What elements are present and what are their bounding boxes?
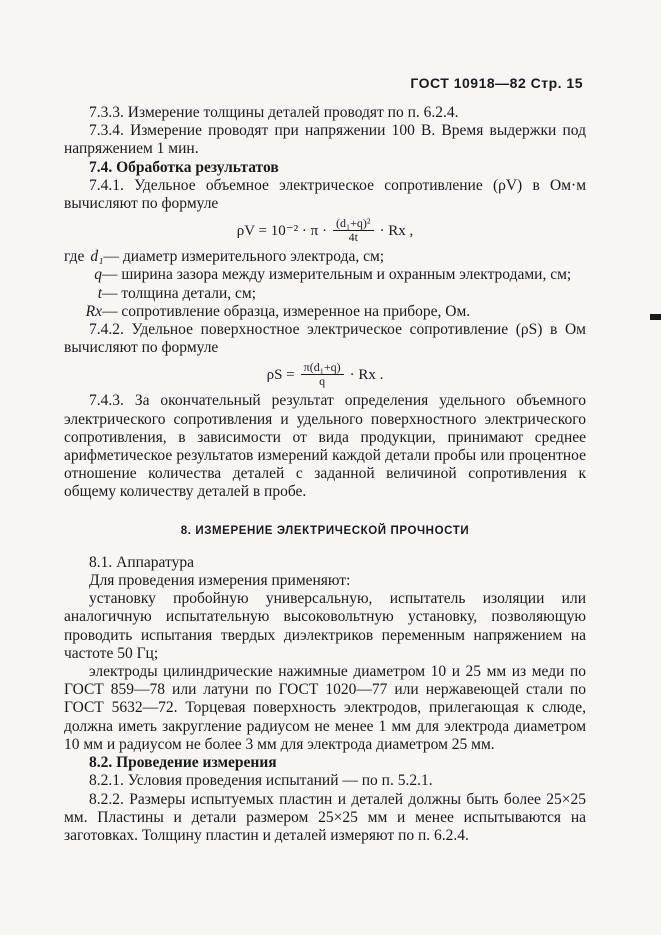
definition-text-t: — толщина детали, см; bbox=[102, 284, 257, 302]
para-8-1-electrodes: электроды цилиндрические нажимные диаметром 10 и 25 мм из меди по ГОСТ 859—78 или латуни по ГОСТ 1020—77 или нержавеющей стали по ГОСТ 5632—72. Торцевая поверхность электродов, прилегающая к слюде, должна иметь закругление радиусом не менее 1 мм для электрода диаметром 10 мм и радиусом не более 3 мм для электрода диаметром 25 мм. bbox=[64, 663, 586, 753]
symbol-rx: Rx bbox=[85, 302, 102, 320]
symbol-d1: d₁ bbox=[90, 248, 104, 266]
definition-t bbox=[64, 285, 586, 303]
formula2-fraction bbox=[301, 361, 344, 388]
formula2-right: · Rx . bbox=[349, 366, 384, 383]
formula2-left: ρS = bbox=[266, 366, 295, 383]
formula1-fraction bbox=[333, 217, 374, 244]
para-7-3-3: 7.3.3. Измерение толщины деталей проводят по п. 6.2.4. bbox=[89, 104, 459, 121]
definition-q bbox=[64, 266, 586, 284]
symbol-q: q bbox=[94, 266, 102, 284]
para-7-4-1: 7.4.1. Удельное объемное электрическое сопротивление (ρV) в Ом·м вычисляют по формуле bbox=[64, 176, 586, 213]
symbol-t: t bbox=[97, 284, 102, 302]
para-7-3-4: 7.3.4. Измерение проводят при напряжении 100 В. Время выдержки под напряжением 1 мин. bbox=[64, 122, 586, 158]
para-8-2-1: 8.2.1. Условия проведения испытаний — по п. 5.2.1. bbox=[89, 772, 433, 790]
heading-8-2: 8.2. Проведение измерения bbox=[89, 754, 277, 772]
formula2-numerator: π(d₁+q) bbox=[301, 361, 344, 375]
formula1-denominator: 4t bbox=[348, 230, 358, 245]
definitions-list bbox=[64, 248, 586, 321]
document-body bbox=[64, 104, 586, 845]
para-8-1-installation: установку пробойную универсальную, испытатель изоляции или аналогичную испытательную высоковольтную установку, позволяющую проводить испытания твердых диэлектриков переменным напряжением на частоте 50 Гц; bbox=[64, 590, 586, 662]
formula-surface-resistivity bbox=[64, 361, 586, 388]
definition-rx bbox=[64, 303, 586, 321]
section-8-title: 8. ИЗМЕРЕНИЕ ЭЛЕКТРИЧЕСКОЙ ПРОЧНОСТИ bbox=[180, 524, 470, 537]
para-7-4-2: 7.4.2. Удельное поверхностное электрическое сопротивление (ρS) в Ом вычисляют по формуле bbox=[64, 321, 586, 357]
definition-d1 bbox=[64, 248, 586, 266]
definition-text-d1: — диаметр измерительного электрода, см; bbox=[103, 248, 385, 266]
where-label: где bbox=[64, 248, 85, 266]
formula2-denominator: q bbox=[319, 374, 326, 389]
para-8-1-intro: Для проведения измерения применяют: bbox=[89, 572, 351, 590]
definition-text-q: — ширина зазора между измерительным и охранным электродами, см; bbox=[102, 266, 572, 284]
heading-8-1: 8.1. Аппаратура bbox=[89, 553, 194, 571]
definition-text-rx: — сопротивление образца, измеренное на приборе, Ом. bbox=[102, 302, 471, 320]
para-7-4-3: 7.4.3. За окончательный результат определения удельного объемного электрического сопротивления и удельного поверхностного электрического сопротивления, в зависимости от вида продукции, принимают среднее арифметическое результатов измерений каждой детали пробы или процентное отношение количества деталей с заданной величиной сопротивления к общему количеству деталей в пробе. bbox=[64, 392, 586, 501]
heading-7-4: 7.4. Обработка результатов bbox=[89, 158, 279, 176]
formula1-right: · Rx , bbox=[379, 222, 414, 239]
margin-mark bbox=[650, 314, 661, 320]
formula1-numerator: (d₁+q)² bbox=[333, 217, 374, 231]
formula-volume-resistivity bbox=[64, 217, 586, 244]
para-8-2-2: 8.2.2. Размеры испытуемых пластин и деталей должны быть более 25×25 мм. Пластины и детали размером 25×25 мм и менее испытываются на заготовках. Толщину пластин и деталей измеряют по п. 6.2.4. bbox=[64, 790, 586, 844]
page-header: ГОСТ 10918—82 Стр. 15 bbox=[410, 75, 583, 91]
formula1-left: ρV = 10⁻² · π · bbox=[236, 222, 327, 239]
